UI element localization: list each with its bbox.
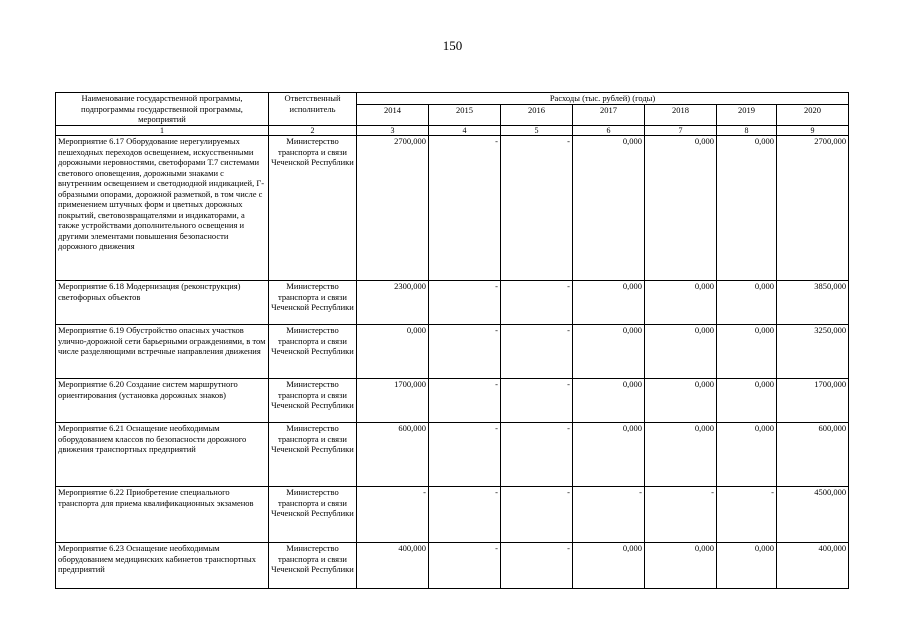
header-year: 2018 [645, 105, 717, 126]
expense-value-cell: 3850,000 [777, 281, 849, 325]
expense-value-cell: 0,000 [573, 379, 645, 423]
expense-value-cell: - [429, 423, 501, 487]
expense-value-cell: - [429, 487, 501, 543]
expense-value-cell: 2700,000 [357, 136, 429, 281]
expense-value-cell: 0,000 [645, 423, 717, 487]
table-row [56, 281, 849, 325]
expense-value-cell: 0,000 [717, 136, 777, 281]
expense-value-cell: - [429, 281, 501, 325]
executor-cell: Министерство транспорта и связи Чеченской Республики [269, 325, 357, 379]
activity-name-cell: Мероприятие 6.19 Обустройство опасных участков улично-дорожной сети барьерными ограждениями, в том числе разделяющими встречные направления движения [56, 325, 269, 379]
expense-value-cell: 0,000 [717, 281, 777, 325]
executor-cell: Министерство транспорта и связи Чеченской Республики [269, 423, 357, 487]
header-executor-column: Ответственный исполнитель [269, 93, 357, 126]
expense-value-cell: - [429, 543, 501, 589]
table-row [56, 325, 849, 379]
expense-value-cell: - [501, 325, 573, 379]
executor-cell: Министерство транспорта и связи Чеченской Республики [269, 543, 357, 589]
header-year: 2015 [429, 105, 501, 126]
table-row [56, 423, 849, 487]
expense-value-cell: 0,000 [573, 423, 645, 487]
expense-value-cell: 3250,000 [777, 325, 849, 379]
header-year: 2020 [777, 105, 849, 126]
column-number: 5 [501, 126, 573, 136]
expense-value-cell: 0,000 [717, 325, 777, 379]
table-header [56, 93, 849, 126]
expense-value-cell: 0,000 [645, 325, 717, 379]
expense-value-cell: 600,000 [357, 423, 429, 487]
expense-value-cell: - [429, 325, 501, 379]
expense-value-cell: 400,000 [777, 543, 849, 589]
expense-value-cell: 0,000 [645, 136, 717, 281]
expense-value-cell: - [501, 379, 573, 423]
expense-value-cell: 1700,000 [777, 379, 849, 423]
expense-value-cell: 0,000 [573, 543, 645, 589]
header-year: 2014 [357, 105, 429, 126]
expense-value-cell: 2700,000 [777, 136, 849, 281]
expense-value-cell: 0,000 [573, 281, 645, 325]
expense-value-cell: 0,000 [573, 325, 645, 379]
activity-name-cell: Мероприятие 6.17 Оборудование нерегулируемых пешеходных переходов освещением, искусственными дорожными неровностями, светофорами Т.7 системами светового оповещения, дорожными знаками с внутренним освещением и светодиодной индикацией, Г-образными опорами, дорожной разметкой, в том числе с применением штучных форм и цветных дорожных покрытий, световозвращателями и индикаторами, а также устройствами дополнительного освещения и другими элементами повышения безопасности дорожного движения [56, 136, 269, 281]
expense-value-cell: - [717, 487, 777, 543]
activity-name-cell: Мероприятие 6.22 Приобретение специального транспорта для приема квалификационных экзаменов [56, 487, 269, 543]
executor-cell: Министерство транспорта и связи Чеченской Республики [269, 487, 357, 543]
activity-name-cell: Мероприятие 6.20 Создание систем маршрутного ориентирования (установка дорожных знаков) [56, 379, 269, 423]
expense-value-cell: - [645, 487, 717, 543]
column-number: 3 [357, 126, 429, 136]
expenses-table [55, 92, 849, 589]
executor-cell: Министерство транспорта и связи Чеченской Республики [269, 379, 357, 423]
expense-value-cell: 0,000 [357, 325, 429, 379]
column-number: 8 [717, 126, 777, 136]
expense-value-cell: 0,000 [645, 281, 717, 325]
expense-value-cell: - [501, 487, 573, 543]
expense-value-cell: 0,000 [717, 543, 777, 589]
expense-value-cell: - [357, 487, 429, 543]
expense-value-cell: 0,000 [645, 543, 717, 589]
table-row [56, 543, 849, 589]
expense-value-cell: 4500,000 [777, 487, 849, 543]
activity-name-cell: Мероприятие 6.18 Модернизация (реконструкция) светофорных объектов [56, 281, 269, 325]
expense-value-cell: 0,000 [717, 423, 777, 487]
column-number: 9 [777, 126, 849, 136]
column-number: 7 [645, 126, 717, 136]
expense-value-cell: 0,000 [717, 379, 777, 423]
column-number: 6 [573, 126, 645, 136]
header-expenses-group: Расходы (тыс. рублей) (годы) [357, 93, 849, 105]
expense-value-cell: - [501, 423, 573, 487]
expense-value-cell: - [573, 487, 645, 543]
expense-value-cell: - [429, 379, 501, 423]
expense-value-cell: - [429, 136, 501, 281]
column-number: 1 [56, 126, 269, 136]
column-number: 4 [429, 126, 501, 136]
column-number: 2 [269, 126, 357, 136]
expense-value-cell: 2300,000 [357, 281, 429, 325]
activity-name-cell: Мероприятие 6.23 Оснащение необходимым оборудованием медицинских кабинетов транспортных предприятий [56, 543, 269, 589]
table-body [56, 126, 849, 589]
expense-value-cell: 400,000 [357, 543, 429, 589]
executor-cell: Министерство транспорта и связи Чеченской Республики [269, 281, 357, 325]
header-year: 2019 [717, 105, 777, 126]
header-year: 2017 [573, 105, 645, 126]
table-row [56, 487, 849, 543]
activity-name-cell: Мероприятие 6.21 Оснащение необходимым оборудованием классов по безопасности дорожного движения транспортных предприятий [56, 423, 269, 487]
expense-value-cell: 0,000 [573, 136, 645, 281]
expense-value-cell: 0,000 [645, 379, 717, 423]
expense-value-cell: - [501, 281, 573, 325]
header-year: 2016 [501, 105, 573, 126]
expense-value-cell: - [501, 543, 573, 589]
executor-cell: Министерство транспорта и связи Чеченской Республики [269, 136, 357, 281]
column-number-row [56, 126, 849, 136]
page-number: 150 [442, 38, 463, 53]
expense-value-cell: 1700,000 [357, 379, 429, 423]
table-row [56, 136, 849, 281]
expense-value-cell: - [501, 136, 573, 281]
header-name-column: Наименование государственной программы, подпрограммы государственной программы, мероприятий [56, 93, 269, 126]
table-row [56, 379, 849, 423]
expense-value-cell: 600,000 [777, 423, 849, 487]
